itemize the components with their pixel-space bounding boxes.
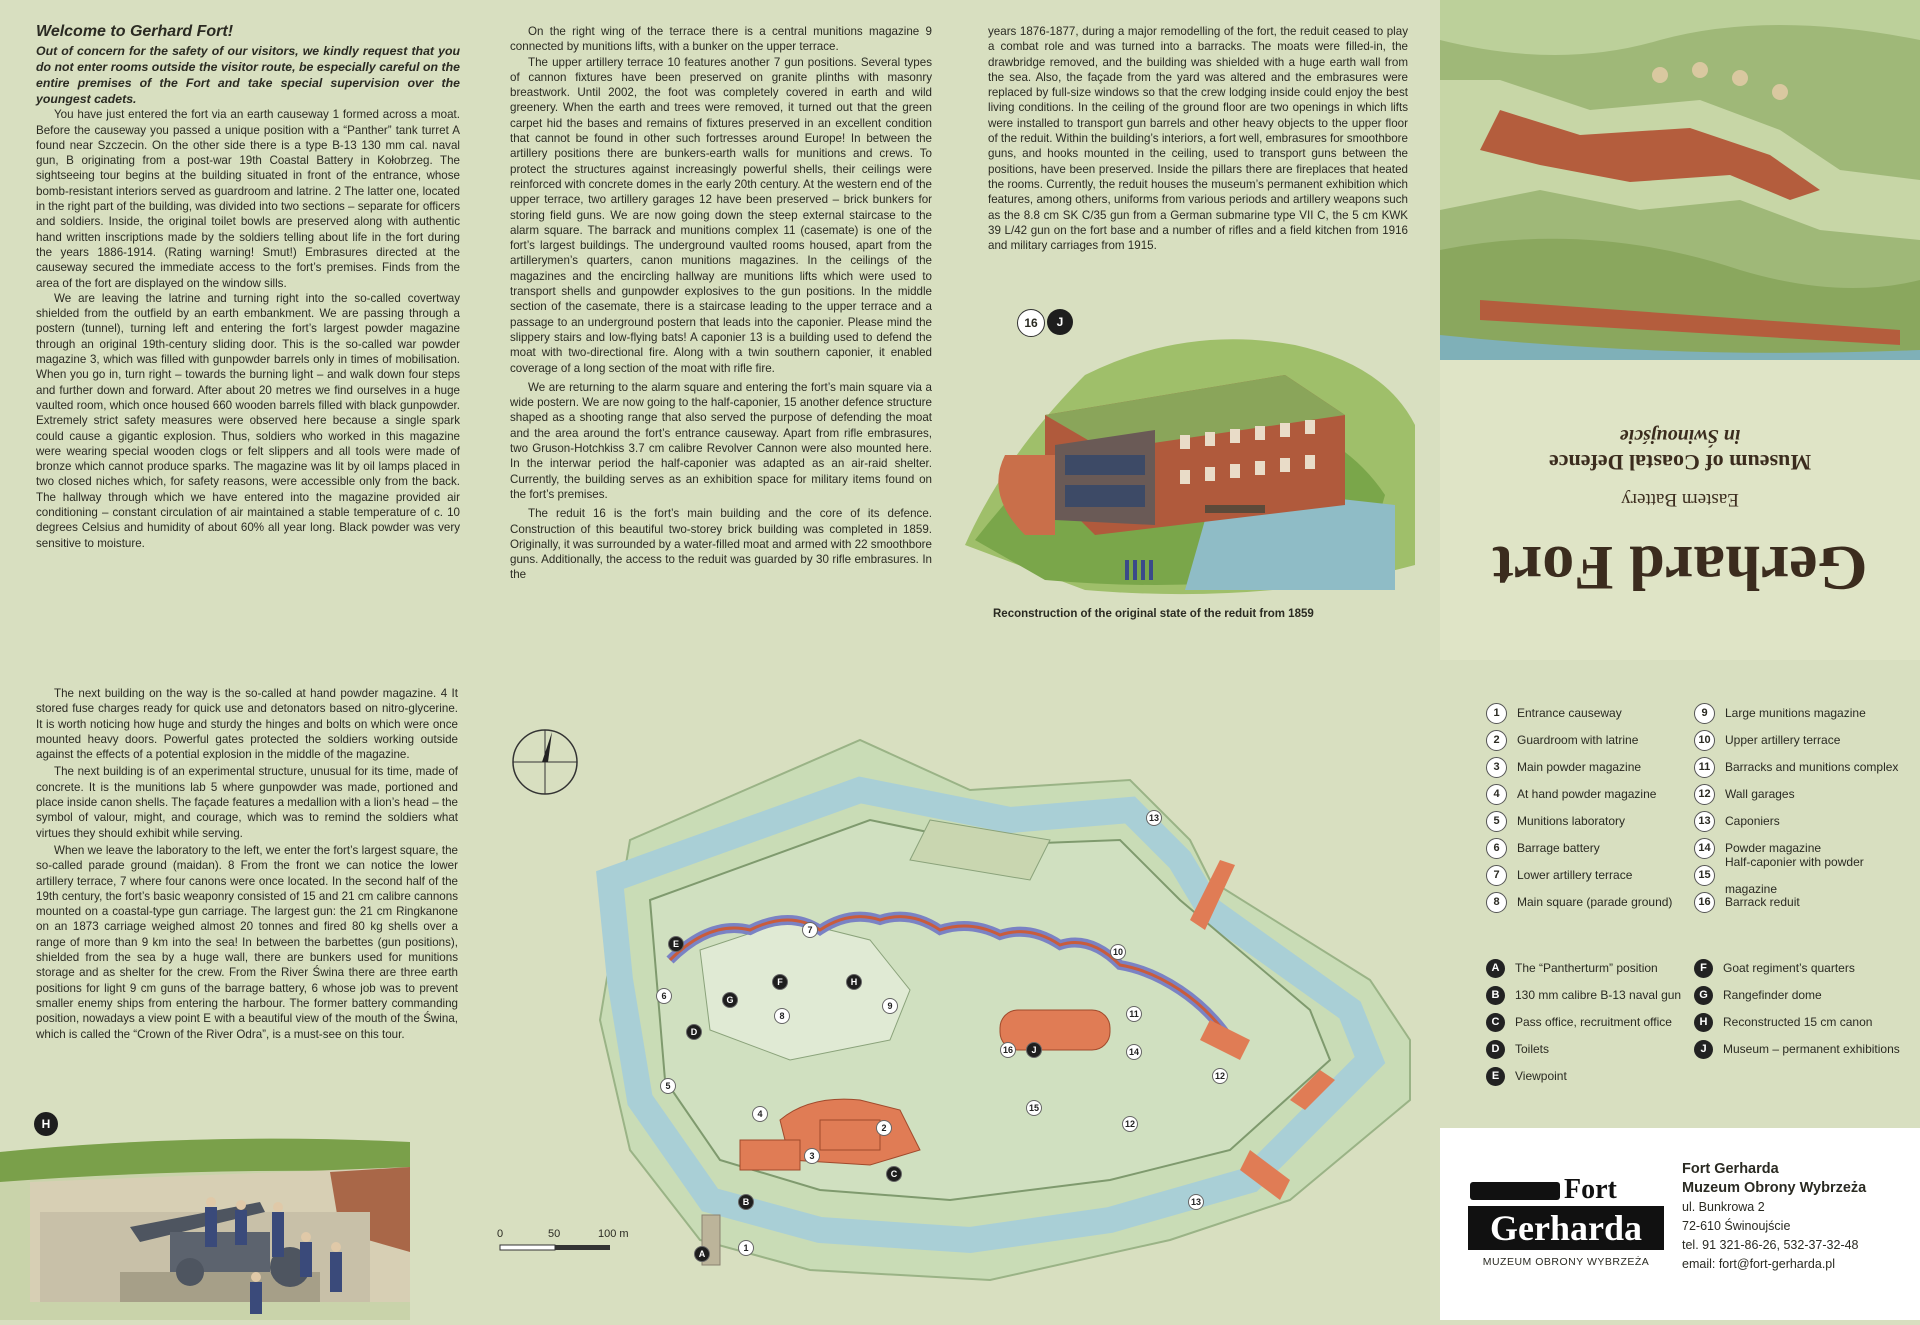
cover-museum-line-1: Museum of Coastal Defence — [1548, 450, 1812, 475]
logo-word-fort: Fort — [1564, 1174, 1617, 1205]
contact-name-2: Muzeum Obrony Wybrzeża — [1682, 1180, 1867, 1196]
legend-item: 2 Guardroom with latrine — [1486, 727, 1696, 754]
map-marker-13a[interactable]: 13 — [1146, 810, 1162, 826]
legend-item: J Museum – permanent exhibitions — [1694, 1036, 1914, 1063]
map-marker-3[interactable]: 3 — [804, 1148, 820, 1164]
cover-panel — [1440, 0, 1920, 660]
cover-museum-line-2: in Świnoujście — [1619, 425, 1741, 447]
reduit-badge-j: J — [1047, 309, 1073, 335]
legend-item: 3 Main powder magazine — [1486, 754, 1696, 781]
contact-block — [1440, 1128, 1920, 1320]
legend-item: 5 Munitions laboratory — [1486, 808, 1696, 835]
legend-item: 6 Barrage battery — [1486, 835, 1696, 862]
compass-icon — [513, 730, 577, 794]
cover-title: Gerhard Fort — [1492, 533, 1868, 604]
map-marker-h[interactable]: H — [846, 974, 862, 990]
right-paragraph-1: years 1876-1877, during a major remodelling of the fort, the reduit ceased to play a combat role and was turned into a barracks. The moats were filled-in, the drawbridge removed, and the building was shielded with a huge earth wall from the sea. Also, the façade from the yard was altered and the embrasures were replaced by full-size windows so that the crew lodging inside could enjoy the best living conditions. In the ceiling of the ground floor are two openings in which lifts were installed to transport gun barrels and other heavy objects to the upper floor of the reduit. Within the building’s interiors, a fort well, embrasures for smoothbore guns, and hooks mounted in the ceiling, used to transport guns between the positions, have been preserved. Inside the pillars there are fireplaces that heated the rooms. Currently, the reduit houses the museum’s permanent exhibition which features, among others, uniforms from various periods and artillery weapons such as the 8.8 cm SK C/35 gun from a German submarine type VII C, the 5 cm KWK 39 L/42 gun on the fort base and a number of rifles and a field kitchen from 1916 and military carriages from 1915. — [988, 25, 1408, 253]
reduit-caption: Reconstruction of the original state of the reduit from 1859 — [993, 608, 1314, 620]
middle-paragraph-3: We are returning to the alarm square and entering the fort’s main square via a wide postern. We are now going to the half-caponier, 15 another defence structure shaped as a shooting range that also served the purpose of defending the moat and the area around the fort’s entrance causeway. Apart from rifle embrasures, two Gruson-Hotchkiss 3.7 cm calibre Revolver Cannon were also mounted here. In the interwar period the half-caponier was adapted as an air-raid shelter. Currently, the building serves as an exhibition space for military items found on the fort’s premises. — [510, 380, 932, 501]
cannon-logo-icon — [1470, 1182, 1560, 1200]
map-marker-e[interactable]: E — [668, 936, 684, 952]
map-marker-16[interactable]: 16 — [1000, 1042, 1016, 1058]
legend-numbers-left — [1486, 700, 1696, 916]
intro-paragraph-1: You have just entered the fort via an earth causeway 1 formed across a moat. Before the causeway you passed a unique position with a “Panther” tank turret A found near Szczecin. On the other side there is a type B-13 130 mm cal. naval gun, B originating from a post-war 19th Coastal Battery in Kołobrzeg. The sightseeing tour begins at the building situated in front of the entrance, whose bomb-resistant interiors served as guardroom and latrine. 2 The latter one, located in the right part of the building, was divided into two sections – separate for officers and soldiers. Inside, the original toilet bowls are preserved along with authentic hand written inscriptions made by the soldiers telling about life in the fort during the years 1886-1914. (Rating warning! Smut!) Embrasures directed at the causeway secured the immediate access to the fort’s premises. Finds from the area of the fort are displayed on the window sills. — [36, 108, 460, 290]
legend-item: D Toilets — [1486, 1036, 1696, 1063]
middle-paragraph-1: On the right wing of the terrace there is a central munitions magazine 9 connected by munitions lifts, with a bunker on the upper terrace. — [510, 25, 932, 54]
map-marker-13b[interactable]: 13 — [1188, 1194, 1204, 1210]
map-marker-b[interactable]: B — [738, 1194, 754, 1210]
middle-column — [510, 24, 932, 583]
intro-paragraph-2: We are leaving the latrine and turning right into the so-called covertway shielded from the outfield by an earth embankment. We are passing through a postern (tunnel), turning left and entering the fort’s largest powder magazine through an original 19th-century sliding door. This is the so-called war powder magazine 3, which was filled with gunpowder barrels only in times of mobilisation. When you go in, turn right – towards the burning light – and walk down four steps and further down and forward. After about 20 metres we find ourselves in a huge vaulted room, which once housed 660 wooden barrels filled with black gunpowder. Extremely strict safety measures were observed here because a single spark could cause a gigantic explosion. Thus, soldiers who worked in this magazine were wearing special wooden clogs or felt slippers and all tools were made of bronze which cannot produce sparks. The magazine was lit by oil lamps placed in two closed niches which, for safety reasons, were accessible only from the back. The hallway through which we have entered into the magazine provided air conditioning – constant circulation of air maintained a stable temperature of c. 10 degrees Celsius and humidity of about 60% all year long. Black powder was very sensitive to moisture. — [36, 291, 460, 550]
bottom-left-column — [36, 686, 458, 1042]
contact-city: 72-610 Świnoujście — [1682, 1219, 1791, 1233]
map-marker-j[interactable]: J — [1026, 1042, 1042, 1058]
legend-item: 14 Powder magazine — [1694, 835, 1914, 862]
fort-map — [490, 680, 1420, 1300]
middle-paragraph-2: The upper artillery terrace 10 features another 7 gun positions. Several types of cannon fixtures have been preserved on granite plinths with masonry breastwork. Until 2002, the foot was completely covered in earth and wild greenery. When the earth and trees were removed, it turned out that the green carpet hid the bases and remains of fixtures preserved in an excellent condition that cannot be found in other such fortresses around Europe! In between the artillery positions there are bunkers-earth walls for munitions and crews. To protect the structures against increasingly powerful shells, their ceilings were reinforced with concrete domes in the early 20th century. At the western end of the upper terrace, two artillery garages 12 have been preserved – brick bunkers for storing field guns. We are now going down the steep external staircase to the alarm square. The barrack and munitions complex 11 (casemate) is one of the fort’s largest buildings. The underground vaulted rooms housed, apart from the artillerymen’s quarters, canon munitions magazines. In the ceilings of the magazines and the encircling hallway are munitions lifts which were used to transport shells and gunpowder explosives to the gun positions. In the middle section of the casemate, there is a staircase leading to the upper terrace and a passage to an underground postern that leads into the caponier. Please mind the slippery stairs and low-flying bats! A caponier 13 is a building used to defend the moat with two-directional fire. Along with a twin southern caponier, it enabled coverage of a long section of the moat with rifle fire. — [510, 55, 932, 375]
safety-warning: Out of concern for the safety of our visitors, we kindly request that you do not enter rooms outside the visitor route, be especially careful on the entire premises of the Fort and take special supervision over the youngest cadets. — [36, 44, 460, 107]
legend-item: 7 Lower artillery terrace — [1486, 862, 1696, 889]
logo-word-gerharda: Gerharda — [1468, 1206, 1664, 1250]
map-marker-d[interactable]: D — [686, 1024, 702, 1040]
cannon-illustration — [0, 1112, 410, 1320]
right-column — [988, 24, 1408, 253]
legend-item: H Reconstructed 15 cm canon — [1694, 1009, 1914, 1036]
map-marker-7[interactable]: 7 — [802, 922, 818, 938]
map-marker-5[interactable]: 5 — [660, 1078, 676, 1094]
scale-label-0: 0 — [497, 1228, 504, 1240]
map-marker-12a[interactable]: 12 — [1212, 1068, 1228, 1084]
map-marker-10[interactable]: 10 — [1110, 944, 1126, 960]
middle-paragraph-4: The reduit 16 is the fort’s main building and the core of its defence. Construction of this beautiful two-storey brick building was completed in 1859. Originally, it was surrounded by a water-filled moat and armed with 22 smoothbore guns. Additionally, the access to the reduit was guarded by 30 rifle embrasures. In the — [510, 507, 932, 582]
legend-item: 8 Main square (parade ground) — [1486, 889, 1696, 916]
contact-email[interactable]: email: fort@fort-gerharda.pl — [1682, 1257, 1836, 1271]
legend-item: 15 Half-caponier with powder magazine — [1694, 862, 1914, 889]
legend-item: B 130 mm calibre B-13 naval gun — [1486, 982, 1696, 1009]
bottom-paragraph-2: The next building is of an experimental structure, unusual for its time, made of concrete. It is the munitions lab 5 where gunpowder was made, portioned and place inside canon shells. The façade features a medallion with a lion’s head – the symbol of valour, might, and courage, which was to remind the soldiers what virtues they should exhibit while serving. — [36, 765, 458, 840]
legend-item: 16 Barrack reduit — [1694, 889, 1914, 916]
legend-item: A The “Pantherturm” position — [1486, 955, 1696, 982]
welcome-heading: Welcome to Gerhard Fort! — [36, 23, 234, 40]
bottom-paragraph-3: When we leave the laboratory to the left, we enter the fort’s largest square, the so-called parade ground (maidan). 8 From the front we can notice the lower artillery terrace, 7 where four canons were once located. In the second half of the 19th century, the fort’s basic weaponry consisted of 15 and 21 cm calibre cannons mounted on a coastal-type gun carriage. The largest gun: the 21 cm Ringkanone on an 1873 carriage weighed almost 20 tonnes and fired 80 kg shells over a range of more than 9 km into the sea! In between the barbettes (gun positions), shielded from the sea by a huge wall, there are bunkers used for munitions storage and as shelter for the crew. From the River Świna there are three earth positions for light 9 cm guns of the barrage battery, 6 whose job was to prevent smaller enemy ships from entering the harbour. The former battery commanding position, nowadays a view point E with a beautiful view of the mouth of the Świna, which is called the “Crown of the River Odra”, is a must-see on this tour. — [36, 843, 458, 1041]
cannon-badge-h: H — [34, 1112, 58, 1136]
map-marker-6[interactable]: 6 — [656, 988, 672, 1004]
scale-label-100: 100 m — [598, 1228, 629, 1240]
map-marker-2[interactable]: 2 — [876, 1120, 892, 1136]
scale-label-50: 50 — [548, 1228, 561, 1240]
map-marker-12b[interactable]: 12 — [1122, 1116, 1138, 1132]
legend-item: E Viewpoint — [1486, 1063, 1696, 1090]
museum-logo — [1468, 1176, 1668, 1286]
contact-phone[interactable]: tel. 91 321-86-26, 532-37-32-48 — [1682, 1238, 1859, 1252]
legend-item: 12 Wall garages — [1694, 781, 1914, 808]
reduit-badge-16: 16 — [1017, 309, 1045, 337]
map-marker-c[interactable]: C — [886, 1166, 902, 1182]
cover-subtitle: Eastern Battery — [1621, 489, 1739, 510]
legend-item: 10 Upper artillery terrace — [1694, 727, 1914, 754]
map-marker-9[interactable]: 9 — [882, 998, 898, 1014]
contact-street: ul. Bunkrowa 2 — [1682, 1200, 1765, 1214]
intro-column — [36, 24, 460, 551]
contact-details — [1682, 1160, 1866, 1274]
legend-item: 1 Entrance causeway — [1486, 700, 1696, 727]
legend-item: G Rangefinder dome — [1694, 982, 1914, 1009]
legend-item: 13 Caponiers — [1694, 808, 1914, 835]
map-marker-11[interactable]: 11 — [1126, 1006, 1142, 1022]
legend-item: C Pass office, recruitment office — [1486, 1009, 1696, 1036]
map-marker-1[interactable]: 1 — [738, 1240, 754, 1256]
legend-numbers-right — [1694, 700, 1914, 916]
legend-item: 4 At hand powder magazine — [1486, 781, 1696, 808]
legend-letters-left — [1486, 955, 1696, 1090]
map-marker-4[interactable]: 4 — [752, 1106, 768, 1122]
map-marker-f[interactable]: F — [772, 974, 788, 990]
legend-letters-right — [1694, 955, 1914, 1063]
legend-item: 9 Large munitions magazine — [1694, 700, 1914, 727]
contact-name-1: Fort Gerharda — [1682, 1161, 1779, 1177]
map-marker-8[interactable]: 8 — [774, 1008, 790, 1024]
legend-item: F Goat regiment’s quarters — [1694, 955, 1914, 982]
reduit-illustration — [965, 305, 1415, 595]
logo-subtitle: MUZEUM OBRONY WYBRZEŻA — [1482, 1256, 1650, 1268]
map-marker-14[interactable]: 14 — [1126, 1044, 1142, 1060]
map-marker-15[interactable]: 15 — [1026, 1100, 1042, 1116]
map-marker-a[interactable]: A — [694, 1246, 710, 1262]
legend-item: 11 Barracks and munitions complex — [1694, 754, 1914, 781]
bottom-paragraph-1: The next building on the way is the so-called at hand powder magazine. 4 It stored fuse charges ready for quick use and detonators based on nitro-glycerine. It is worth noticing how huge and sturdy the hinges and bolts on which were once mounted heavy doors. Powerful gates protected the soldiers working outside against the effects of a potential explosion in the middle of the magazine. — [36, 687, 458, 762]
map-marker-g[interactable]: G — [722, 992, 738, 1008]
